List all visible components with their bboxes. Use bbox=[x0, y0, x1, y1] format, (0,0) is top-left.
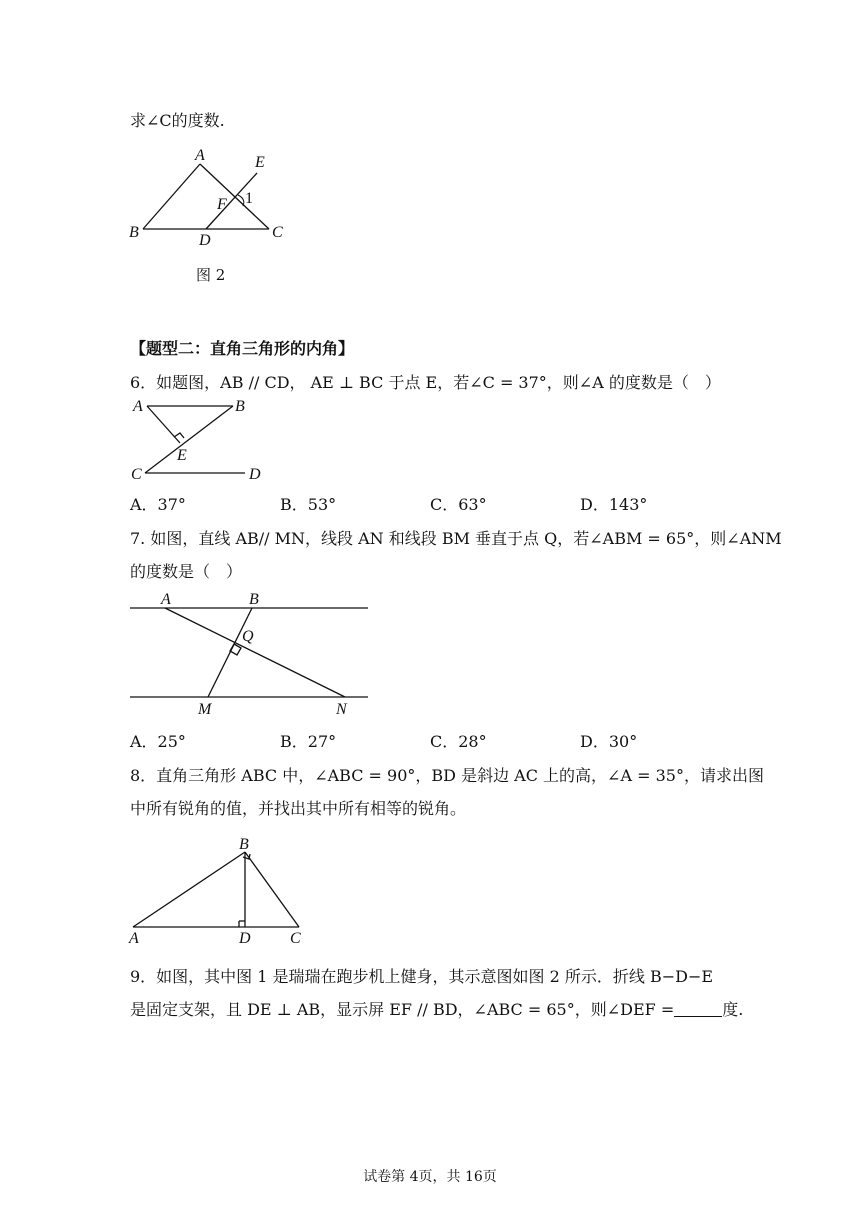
segment-bc bbox=[245, 852, 299, 927]
q7-option-b[interactable]: B．27° bbox=[280, 732, 337, 751]
label-e: E bbox=[255, 154, 265, 171]
q7-option-d[interactable]: D．30° bbox=[580, 732, 638, 751]
segment-bm bbox=[208, 608, 252, 697]
q6-option-a[interactable]: A．37° bbox=[130, 495, 186, 514]
intro-text: 求∠C的度数. bbox=[130, 111, 225, 130]
q6-figure bbox=[125, 395, 275, 485]
q6-option-d[interactable]: D．143° bbox=[580, 495, 648, 514]
q6-stem: 6．如题图，AB // CD， AE ⊥ BC 于点 E，若∠C = 37°，则∠A 的度数是（ ） bbox=[130, 373, 721, 392]
segment-bc bbox=[145, 406, 233, 473]
q9-stem-after-blank: 度. bbox=[722, 1000, 744, 1019]
figure-2-caption: 图 2 bbox=[196, 266, 226, 284]
q8-stem-line2: 中所有锐角的值，并找出其中所有相等的锐角。 bbox=[130, 799, 467, 818]
label-c: C bbox=[290, 930, 301, 947]
label-m: M bbox=[198, 701, 212, 718]
segment-ae bbox=[147, 406, 180, 443]
q7-figure bbox=[125, 588, 375, 718]
q9-stem-before-blank: 是固定支架，且 DE ⊥ AB，显示屏 EF // BD，∠ABC = 65°，则∠DEF = bbox=[130, 1000, 675, 1019]
label-b: B bbox=[249, 591, 259, 608]
q7-option-a[interactable]: A．25° bbox=[130, 732, 186, 751]
page-footer: 试卷第 4页，共 16页 bbox=[363, 1169, 497, 1185]
label-q: Q bbox=[242, 628, 254, 645]
q8-stem-line1: 8．直角三角形 ABC 中，∠ABC = 90°，BD 是斜边 AC 上的高，∠A = 35°，请求出图 bbox=[130, 766, 764, 785]
label-d: D bbox=[239, 930, 251, 947]
label-f: F bbox=[217, 196, 227, 213]
segment-an bbox=[165, 608, 345, 697]
q6-option-b[interactable]: B．53° bbox=[280, 495, 337, 514]
label-e: E bbox=[177, 447, 187, 464]
q7-stem-line1: 7. 如图，直线 AB// MN，线段 AN 和线段 BM 垂直于点 Q，若∠ABM = 65°，则∠ANM bbox=[130, 529, 782, 548]
label-angle-1: 1 bbox=[245, 190, 253, 207]
q9-stem-line2 bbox=[130, 999, 743, 1021]
figure-2 bbox=[125, 145, 295, 250]
label-a: A bbox=[133, 398, 143, 415]
label-c: C bbox=[131, 466, 142, 483]
q7-stem-line2: 的度数是（ ） bbox=[130, 562, 243, 581]
segment-ac bbox=[200, 164, 269, 229]
label-b: B bbox=[129, 224, 139, 241]
label-b: B bbox=[239, 836, 249, 853]
segment-ab bbox=[133, 852, 245, 927]
label-c: C bbox=[272, 224, 283, 241]
label-d: D bbox=[199, 232, 211, 249]
q7-option-c[interactable]: C．28° bbox=[430, 732, 487, 751]
q9-stem-line1: 9．如图，其中图 1 是瑞瑞在跑步机上健身，其示意图如图 2 所示．折线 B−D−E bbox=[130, 967, 714, 986]
label-a: A bbox=[195, 147, 205, 164]
segment-ba bbox=[143, 164, 200, 229]
q6-option-c[interactable]: C．63° bbox=[430, 495, 487, 514]
label-b: B bbox=[235, 398, 245, 415]
q9-answer-blank[interactable] bbox=[674, 1000, 722, 1017]
label-a: A bbox=[129, 930, 139, 947]
section-heading: 【题型二：直角三角形的内角】 bbox=[130, 339, 355, 358]
label-a: A bbox=[161, 591, 171, 608]
label-n: N bbox=[336, 701, 347, 718]
q8-figure bbox=[125, 833, 315, 948]
label-d: D bbox=[249, 466, 261, 483]
